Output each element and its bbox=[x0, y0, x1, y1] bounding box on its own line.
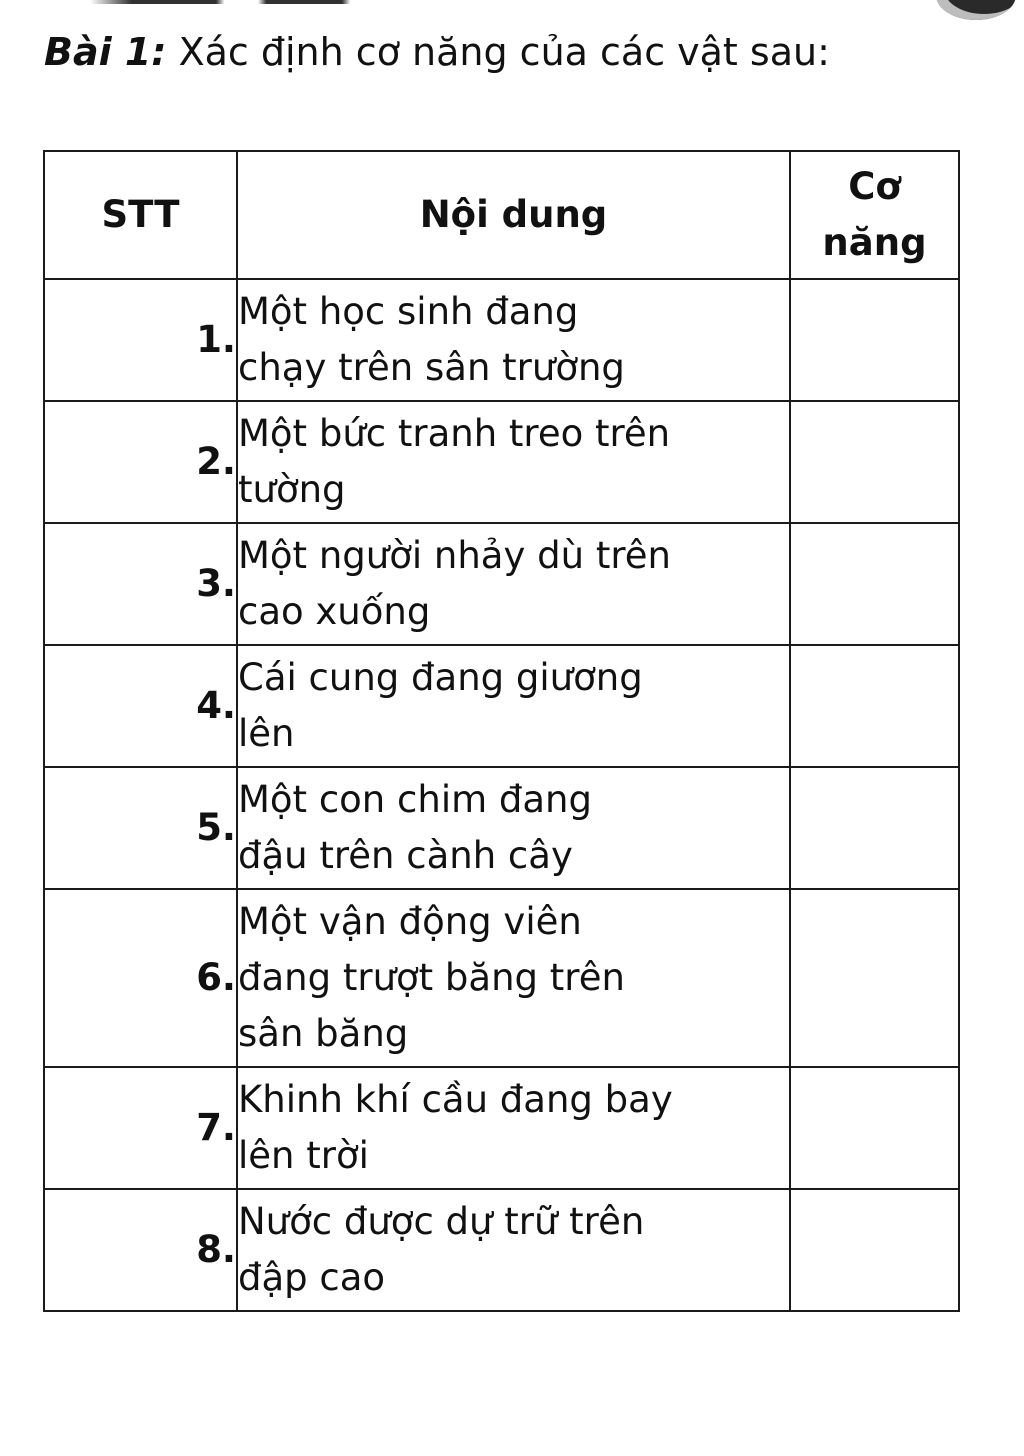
row-number: 8. bbox=[44, 1189, 237, 1311]
row-content bbox=[237, 1067, 790, 1189]
row-content-line: chạy trên sân trường bbox=[238, 346, 625, 389]
row-number: 5. bbox=[44, 767, 237, 889]
row-energy-cell[interactable] bbox=[790, 401, 959, 523]
row-energy-cell[interactable] bbox=[790, 279, 959, 401]
row-number: 7. bbox=[44, 1067, 237, 1189]
row-number: 3. bbox=[44, 523, 237, 645]
row-number: 4. bbox=[44, 645, 237, 767]
row-content bbox=[237, 279, 790, 401]
row-content-line: Khinh khí cầu đang bay bbox=[238, 1078, 673, 1121]
row-content-line: Một con chim đang bbox=[238, 778, 592, 821]
header-energy bbox=[790, 151, 959, 279]
row-content-line: đang trượt băng trên bbox=[238, 956, 625, 999]
row-energy-cell[interactable] bbox=[790, 645, 959, 767]
header-energy-line2: năng bbox=[822, 221, 927, 264]
exercise-title bbox=[44, 28, 830, 76]
row-content bbox=[237, 767, 790, 889]
row-content-line: Một học sinh đang bbox=[238, 290, 579, 333]
exercise-instruction: Xác định cơ năng của các vật sau: bbox=[166, 30, 830, 74]
header-energy-line1: Cơ bbox=[848, 165, 901, 208]
table-row bbox=[44, 889, 959, 1067]
table-row bbox=[44, 401, 959, 523]
row-number: 6. bbox=[44, 889, 237, 1067]
table-header-row bbox=[44, 151, 959, 279]
table-row bbox=[44, 767, 959, 889]
row-content-line: lên trời bbox=[238, 1134, 369, 1177]
row-content-line: lên bbox=[238, 712, 295, 755]
row-number: 1. bbox=[44, 279, 237, 401]
row-content-line: Cái cung đang giương bbox=[238, 656, 643, 699]
row-content bbox=[237, 889, 790, 1067]
row-content-line: cao xuống bbox=[238, 590, 431, 633]
header-stt: STT bbox=[44, 151, 237, 279]
row-content-line: Một vận động viên bbox=[238, 900, 582, 943]
row-content bbox=[237, 523, 790, 645]
row-content-line: Một người nhảy dù trên bbox=[238, 534, 671, 577]
row-content-line: đậu trên cành cây bbox=[238, 834, 573, 877]
table-row bbox=[44, 645, 959, 767]
row-content bbox=[237, 401, 790, 523]
row-content-line: Một bức tranh treo trên bbox=[238, 412, 671, 455]
energy-table bbox=[43, 150, 960, 1312]
top-edge-artifact bbox=[90, 0, 510, 4]
header-content: Nội dung bbox=[237, 151, 790, 279]
corner-object bbox=[936, 0, 1016, 20]
row-content-line: đập cao bbox=[238, 1256, 386, 1299]
row-energy-cell[interactable] bbox=[790, 523, 959, 645]
row-number: 2. bbox=[44, 401, 237, 523]
table-row bbox=[44, 279, 959, 401]
row-content-line: Nước được dự trữ trên bbox=[238, 1200, 645, 1243]
table-row bbox=[44, 1067, 959, 1189]
row-energy-cell[interactable] bbox=[790, 889, 959, 1067]
row-content bbox=[237, 1189, 790, 1311]
table-row bbox=[44, 523, 959, 645]
row-energy-cell[interactable] bbox=[790, 1067, 959, 1189]
row-energy-cell[interactable] bbox=[790, 1189, 959, 1311]
table-row bbox=[44, 1189, 959, 1311]
row-content bbox=[237, 645, 790, 767]
row-content-line: tường bbox=[238, 468, 346, 511]
exercise-label: Bài 1: bbox=[44, 30, 167, 74]
row-content-line: sân băng bbox=[238, 1012, 409, 1055]
row-energy-cell[interactable] bbox=[790, 767, 959, 889]
